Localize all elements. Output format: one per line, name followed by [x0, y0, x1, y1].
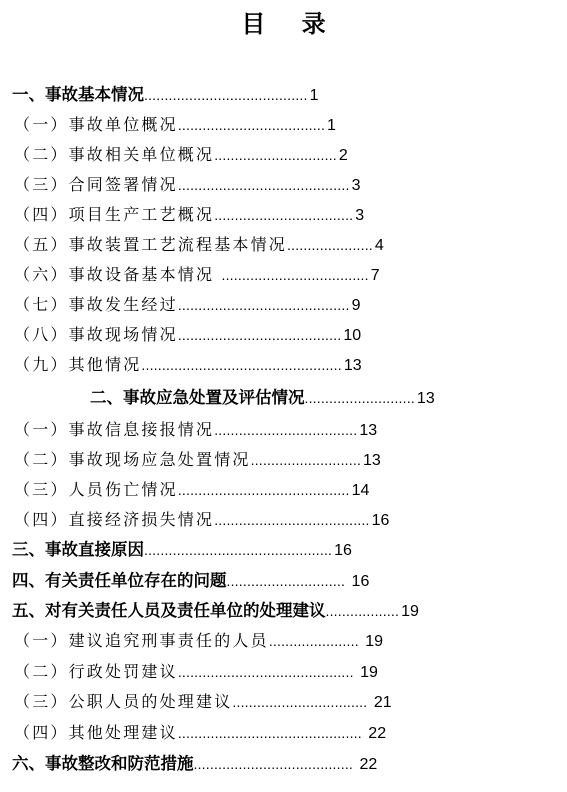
toc-page-number: 19 [360, 633, 384, 650]
toc-page-number: 9 [351, 297, 361, 314]
toc-entry[interactable] [90, 383, 435, 413]
toc-leader: ........................... [304, 390, 415, 406]
toc-entry-label: （五）事故装置工艺流程基本情况 [14, 235, 288, 254]
toc-page-number: 13 [363, 452, 381, 469]
toc-leader: ................................. [232, 694, 368, 710]
page-title: 目 录 [241, 10, 340, 38]
toc-entry-label: （四）其他处理建议 [14, 723, 178, 742]
toc-leader: ................................... [214, 422, 358, 438]
toc-entry[interactable] [14, 350, 362, 380]
toc-entry-label: 三、事故直接原因 [12, 540, 144, 559]
toc-page-number: 4 [374, 237, 384, 254]
toc-entry-label: 一、事故基本情况 [12, 85, 144, 104]
toc-entry-label: 四、有关责任单位存在的问题 [12, 571, 227, 590]
toc-leader: ..................... [287, 237, 373, 253]
toc-leader: ........................................ [144, 87, 308, 103]
toc-page-number: 13 [343, 357, 362, 374]
toc-entry[interactable] [14, 415, 377, 445]
toc-leader: .................................. [214, 207, 354, 223]
toc-leader: ....................................... [193, 756, 353, 772]
toc-entry[interactable] [12, 566, 369, 596]
toc-leader: ........................................... [177, 664, 354, 680]
toc-leader: ........................................ [177, 327, 342, 343]
toc-leader: .......................................... [177, 297, 350, 313]
toc-leader: .............................. [214, 147, 337, 163]
toc-entry[interactable] [12, 535, 352, 565]
toc-entry[interactable] [14, 290, 360, 320]
toc-entry-label: （一）建议追究刑事责任的人员 [14, 631, 269, 650]
toc-entry[interactable] [14, 110, 336, 140]
toc-page-number: 1 [327, 117, 336, 134]
toc-page-number: 13 [359, 422, 378, 439]
toc-page-number: 3 [351, 177, 361, 194]
toc-leader: ............................................. [177, 725, 362, 741]
toc-entry-label: （三）合同签署情况 [14, 175, 178, 194]
toc-leader: .................................... [221, 267, 369, 283]
toc-page-number: 21 [369, 694, 392, 711]
toc-entry[interactable] [14, 626, 383, 656]
toc-page-number: 1 [309, 87, 319, 104]
toc-page-number: 14 [351, 482, 370, 499]
toc-entry-label: （七）事故发生经过 [14, 295, 178, 314]
toc-entry-label: （四）直接经济损失情况 [14, 510, 215, 529]
toc-entry-label: （八）事故现场情况 [14, 325, 178, 344]
toc-entry[interactable] [14, 445, 381, 475]
toc-entry-label: （二）事故相关单位概况 [14, 145, 215, 164]
toc-entry[interactable] [14, 320, 361, 350]
toc-leader: ................................................. [141, 357, 342, 373]
toc-page-number: 7 [370, 267, 380, 284]
toc-entry[interactable] [14, 657, 378, 687]
toc-entry[interactable] [14, 140, 348, 170]
toc-entry[interactable] [14, 687, 392, 717]
toc-entry-label: （三）人员伤亡情况 [14, 480, 178, 499]
toc-page-number: 19 [401, 603, 419, 620]
toc-page-number: 22 [363, 725, 387, 742]
toc-leader: ...................................... [214, 512, 370, 528]
toc-leader: ........................... [250, 452, 362, 468]
toc-page-number: 22 [355, 756, 378, 773]
toc-entry[interactable] [14, 170, 360, 200]
toc-leader: .................................... [177, 117, 326, 133]
toc-page-number: 10 [343, 327, 362, 344]
toc-entry-label: （一）事故单位概况 [14, 115, 178, 134]
toc-leader: .............................................. [144, 542, 333, 558]
toc-page-number: 2 [338, 147, 348, 164]
toc-entry[interactable] [14, 200, 364, 230]
toc-leader: .................. [325, 603, 400, 619]
toc-entry[interactable] [14, 505, 389, 535]
toc-page-number: 16 [371, 512, 390, 529]
toc-entry-label: （二）事故现场应急处置情况 [14, 450, 251, 469]
toc-entry[interactable] [12, 80, 319, 110]
toc-entry-label: （六）事故设备基本情况 [14, 265, 222, 284]
toc-leader: .......................................... [177, 177, 350, 193]
toc-page-number: 13 [416, 390, 435, 407]
toc-entry-label: （四）项目生产工艺概况 [14, 205, 215, 224]
toc-entry-label: （一）事故信息接报情况 [14, 420, 215, 439]
toc-entry-label: （三）公职人员的处理建议 [14, 692, 233, 711]
toc-page-number: 16 [334, 542, 352, 559]
toc-entry[interactable] [14, 260, 380, 290]
toc-entry-label: 五、对有关责任人员及责任单位的处理建议 [12, 601, 326, 620]
toc-entry[interactable] [14, 475, 369, 505]
toc-leader: ............................. [226, 573, 346, 589]
toc-entry-label: 六、事故整改和防范措施 [12, 754, 194, 773]
toc-entry-label: （九）其他情况 [14, 355, 142, 374]
toc-leader: .......................................... [177, 482, 350, 498]
toc-entry-label: 二、事故应急处置及评估情况 [90, 388, 305, 407]
toc-page-number: 16 [347, 573, 370, 590]
toc-entry-label: （二）行政处罚建议 [14, 662, 178, 681]
toc-entry[interactable] [12, 596, 419, 626]
toc-entry[interactable] [14, 718, 386, 748]
toc-entry[interactable] [14, 230, 384, 260]
toc-entry[interactable] [12, 749, 377, 779]
toc-page-number: 3 [355, 207, 365, 224]
toc-leader: ...................... [268, 633, 359, 649]
toc-page-number: 19 [355, 664, 378, 681]
